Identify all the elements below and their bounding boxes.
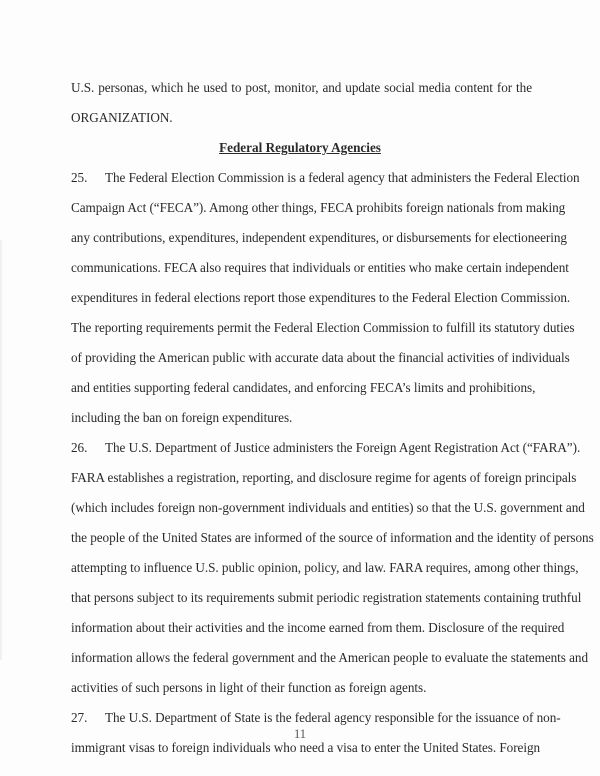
paragraph-number: 25.	[71, 170, 88, 185]
paragraph-number: 27.	[71, 710, 88, 725]
continuation-line-1: U.S. personas, which he used to post, monitor, and update social media content for the	[71, 80, 532, 95]
paragraph-text: The U.S. Department of Justice administers the Foreign Agent Registration Act (“FARA”).	[105, 440, 581, 455]
page-number: 11	[293, 727, 307, 741]
paragraph-25-line-1	[71, 170, 580, 186]
paragraph-27-line-2: immigrant visas to foreign individuals who need a visa to enter the United States. Foreign	[71, 740, 541, 755]
paragraph-26-line-5: attempting to influence U.S. public opinion, policy, and law. FARA requires, among other things,	[71, 560, 579, 575]
paragraph-26-line-7: information about their activities and the income earned from them. Disclosure of the required	[71, 620, 565, 635]
paragraph-26-line-4: the people of the United States are informed of the source of information and the identity of persons	[71, 530, 594, 545]
paragraph-25-line-6: The reporting requirements permit the Federal Election Commission to fulfill its statutory duties	[71, 320, 575, 335]
paragraph-26-line-6: that persons subject to its requirements submit periodic registration statements containing truthful	[71, 590, 582, 605]
paragraph-26-line-9: activities of such persons in light of their function as foreign agents.	[71, 680, 427, 695]
paragraph-number: 26.	[71, 440, 88, 455]
paragraph-25-line-8: and entities supporting federal candidates, and enforcing FECA’s limits and prohibitions,	[71, 380, 536, 395]
paragraph-25-line-2: Campaign Act (“FECA”). Among other things, FECA prohibits foreign nationals from making	[71, 200, 566, 215]
paragraph-25-line-5: expenditures in federal elections report those expenditures to the Federal Election Commission.	[71, 290, 571, 305]
paragraph-26-line-8: information allows the federal government and the American people to evaluate the statements and	[71, 650, 589, 665]
paragraph-26-line-3: (which includes foreign non-government individuals and entities) so that the U.S. government and	[71, 500, 585, 515]
paragraph-text: The Federal Election Commission is a federal agency that administers the Federal Election	[105, 170, 580, 185]
paragraph-26-line-1	[71, 440, 581, 456]
paragraph-26-line-2: FARA establishes a registration, reporting, and disclosure regime for agents of foreign principals	[71, 470, 577, 485]
paragraph-25-line-7: of providing the American public with accurate data about the financial activities of individuals	[71, 350, 570, 365]
section-heading: Federal Regulatory Agencies	[219, 140, 381, 155]
paragraph-27-line-1	[71, 710, 561, 726]
continuation-line-2: ORGANIZATION.	[71, 110, 173, 125]
paragraph-25-line-9: including the ban on foreign expenditures.	[71, 410, 293, 425]
paragraph-25-line-3: any contributions, expenditures, independent expenditures, or disbursements for electioneering	[71, 230, 567, 245]
paragraph-text: The U.S. Department of State is the federal agency responsible for the issuance of non-	[105, 710, 561, 725]
paragraph-25-line-4: communications. FECA also requires that individuals or entities who make certain independent	[71, 260, 569, 275]
